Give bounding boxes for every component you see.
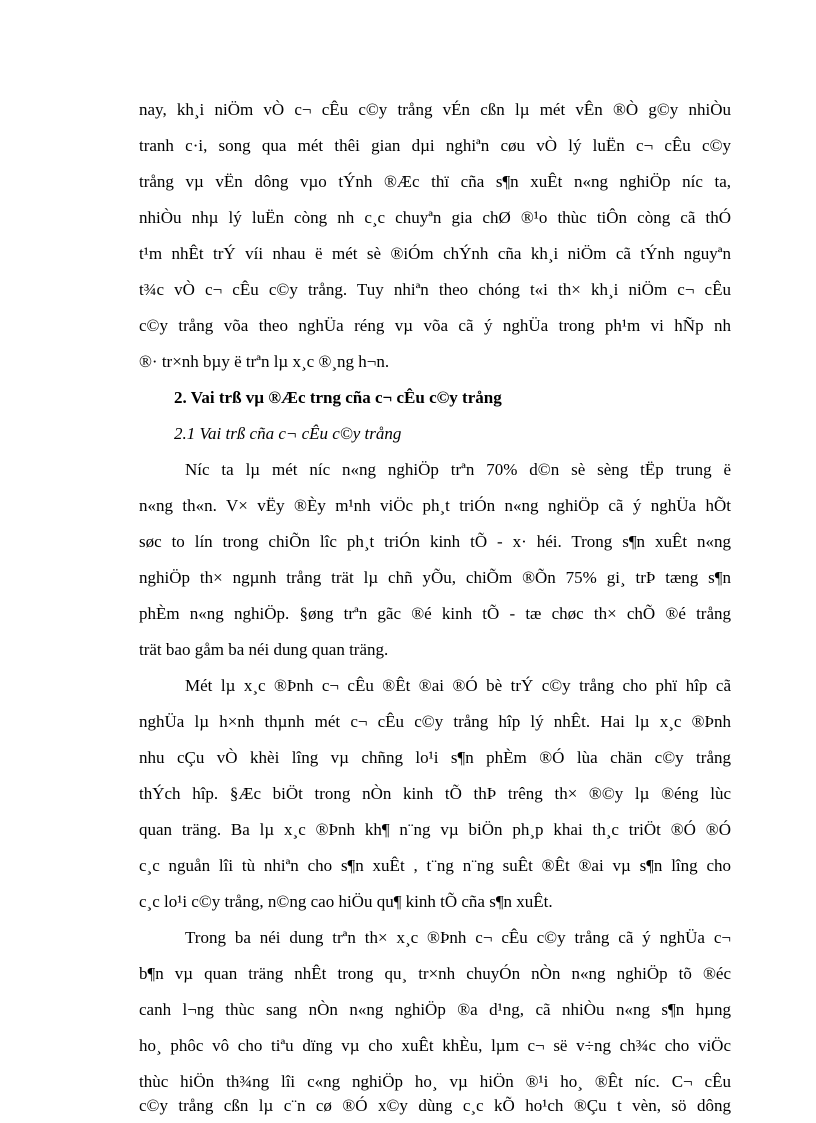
intro-line-8: ®· tr×nh bµy ë trªn lµ x¸c ®¸ng h¬n.	[139, 352, 390, 371]
paragraph1-line-5: phÈm n«ng nghiÖp. §øng trªn gãc ®é kinh tÕ - tæ chøc th× chÕ ®é trång	[139, 604, 731, 623]
paragraph2-line-5: quan träng. Ba lµ x¸c ®Þnh kh¶ n¨ng vµ biÖn ph¸p khai th¸c triÖt ®Ó ®Ó	[139, 820, 731, 839]
paragraph3-line-6: c©y trång cßn lµ c¨n cø ®Ó x©y dùng c¸c kÕ ho¹ch ®Çu t vèn, sö dông	[139, 1096, 731, 1115]
paragraph2-line-2: nghÜa lµ h×nh thµnh mét c¬ cÊu c©y trång hîp lý nhÊt. Hai lµ x¸c ®Þnh	[139, 712, 731, 731]
paragraph2-line-3: nhu cÇu vÒ khèi lîng vµ chñng lo¹i s¶n phÈm ®Ó lùa chän c©y trång	[139, 748, 731, 767]
paragraph3-line-1: Trong ba néi dung trªn th× x¸c ®Þnh c¬ cÊu c©y trång cã ý nghÜa c¬	[185, 928, 731, 947]
paragraph2-line-7: c¸c lo¹i c©y trång, n©ng cao hiÖu qu¶ kinh tÕ cña s¶n xuÊt.	[139, 892, 553, 911]
paragraph2-line-1: Mét lµ x¸c ®Þnh c¬ cÊu ®Êt ®ai ®Ó bè trÝ c©y trång cho phï hîp cã	[185, 676, 731, 695]
intro-line-5: t¹m nhÊt trÝ víi nhau ë mét sè ®iÓm chÝnh cña kh¸i niÖm cã tÝnh nguyªn	[139, 244, 731, 263]
paragraph2-line-4: thÝch hîp. §Æc biÖt trong nÒn kinh tÕ thÞ trêng th× ®©y lµ ®éng lùc	[139, 784, 731, 803]
intro-line-4: nhiÒu nhµ lý luËn còng nh c¸c chuyªn gia chØ ®¹o thùc tiÔn còng cã thÓ	[139, 208, 731, 227]
paragraph3-line-2: b¶n vµ quan träng nhÊt trong qu¸ tr×nh chuyÓn nÒn n«ng nghiÖp tõ ®éc	[139, 964, 731, 983]
intro-line-3: trång vµ vËn dông vµo tÝnh ®Æc thï cña s¶n xuÊt n«ng nghiÖp níc ta,	[139, 172, 731, 191]
paragraph2-line-6: c¸c nguån lîi tù nhiªn cho s¶n xuÊt , t¨ng n¨ng suÊt ®Êt ®ai vµ s¶n lîng cho	[139, 856, 731, 875]
subsection-heading: 2.1 Vai trß cña c¬ cÊu c©y trång	[174, 424, 402, 443]
paragraph1-line-6: trät bao gåm ba néi dung quan träng.	[139, 640, 389, 659]
paragraph3-line-4: ho¸ phôc vô cho tiªu dïng vµ cho xuÊt khÈu, lµm c¬ së v÷ng ch¾c cho viÖc	[139, 1036, 731, 1055]
intro-line-6: t¾c vÒ c¬ cÊu c©y trång. Tuy nhiªn theo chóng t«i th× kh¸i niÖm c¬ cÊu	[139, 280, 731, 299]
paragraph1-line-1: Níc ta lµ mét níc n«ng nghiÖp trªn 70% d©n sè sèng tËp trung ë	[185, 460, 731, 479]
intro-line-2: tranh c·i, song qua mét thêi gian dµi nghiªn cøu vÒ lý luËn c¬ cÊu c©y	[139, 136, 731, 155]
intro-line-1: nay, kh¸i niÖm vÒ c¬ cÊu c©y trång vÉn cßn lµ mét vÊn ®Ò g©y nhiÒu	[139, 100, 731, 119]
section-heading: 2. Vai trß vµ ®Æc trng cña c¬ cÊu c©y trång	[174, 388, 502, 407]
paragraph1-line-2: n«ng th«n. V× vËy ®Èy m¹nh viÖc ph¸t triÓn n«ng nghiÖp cã ý nghÜa hÕt	[139, 496, 731, 515]
paragraph1-line-4: nghiÖp th× ngµnh trång trät lµ chñ yÕu, chiÕm ®Õn 75% gi¸ trÞ tæng s¶n	[139, 568, 731, 587]
paragraph3-line-3: canh l¬ng thùc sang nÒn n«ng nghiÖp ®a d¹ng, cã nhiÒu n«ng s¶n hµng	[139, 1000, 731, 1019]
paragraph3-line-5: thùc hiÖn th¾ng lîi c«ng nghiÖp ho¸ vµ hiÖn ®¹i ho¸ ®Êt níc. C¬ cÊu	[139, 1072, 731, 1091]
paragraph1-line-3: søc to lín trong chiÕn lîc ph¸t triÓn kinh tÕ - x· héi. Trong s¶n xuÊt n«ng	[139, 532, 731, 551]
intro-line-7: c©y trång võa theo nghÜa réng vµ võa cã ý nghÜa trong ph¹m vi hÑp nh	[139, 316, 731, 335]
